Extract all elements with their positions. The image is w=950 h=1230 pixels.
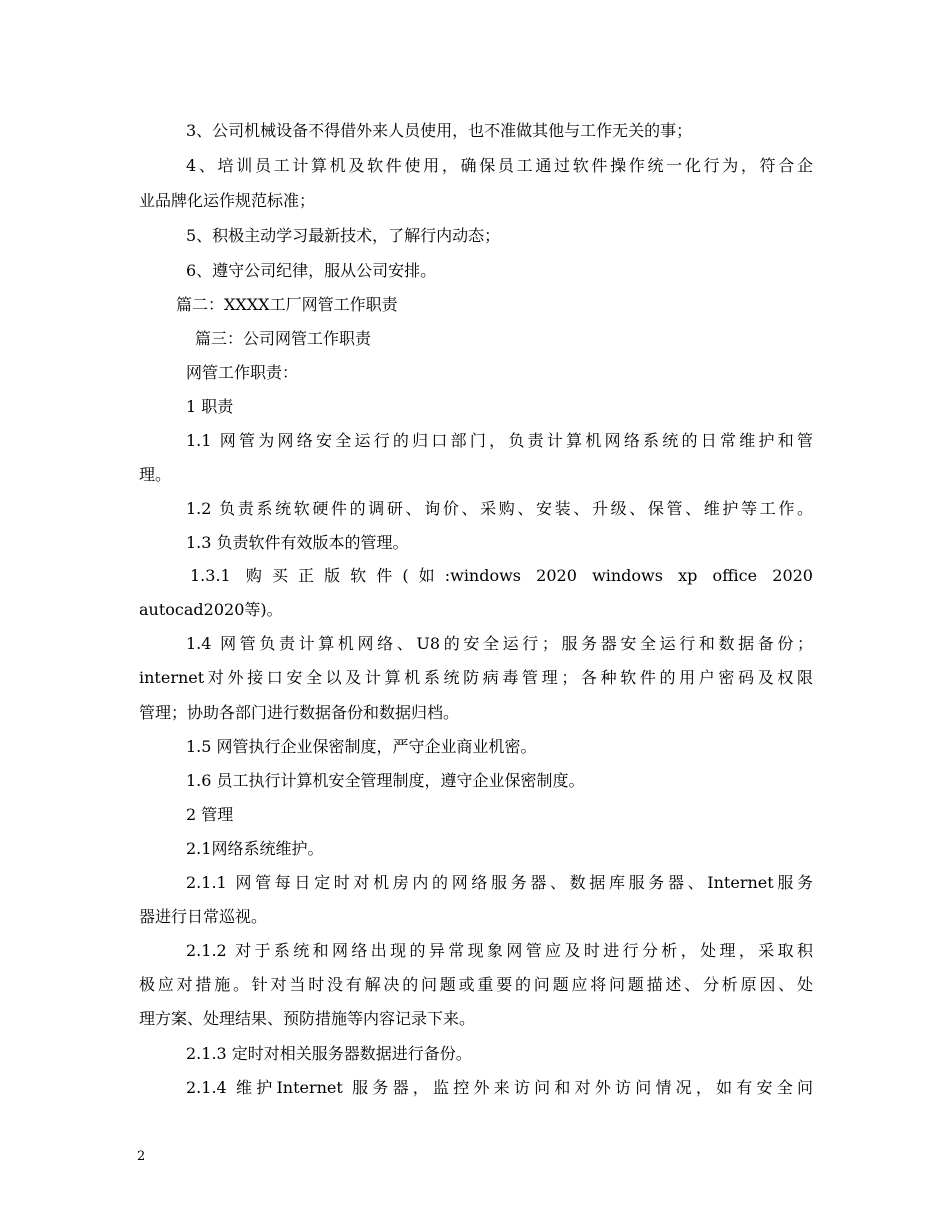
paragraph-line: 1.2 负责系统软硬件的调研、询价、采购、安装、升级、保管、维护等工作。 xyxy=(186,499,813,518)
paragraph-line: 4、培训员工计算机及软件使用，确保员工通过软件操作统一化行为，符合企 xyxy=(186,156,813,175)
paragraph-line: 1.3 负责软件有效版本的管理。 xyxy=(186,533,409,552)
paragraph-line: 1.6 员工执行计算机安全管理制度，遵守企业保密制度。 xyxy=(186,771,585,790)
heading-line: 1 职责 xyxy=(186,397,234,416)
page-number: 2 xyxy=(137,1149,146,1164)
paragraph-line: 理方案、处理结果、预防措施等内容记录下来。 xyxy=(139,1009,476,1028)
section-heading: 篇三：公司网管工作职责 xyxy=(195,329,372,348)
paragraph-line: 管理；协助各部门进行数据备份和数据归档。 xyxy=(139,703,460,722)
paragraph-line: 1.5 网管执行企业保密制度，严守企业商业机密。 xyxy=(186,737,537,756)
paragraph-line: 理。 xyxy=(139,465,172,484)
paragraph-line: 极应对措施。针对当时没有解决的问题或重要的问题应将问题描述、分析原因、处 xyxy=(139,975,813,994)
paragraph-line: autocad2020等)。 xyxy=(139,600,283,619)
paragraph-line: 业品牌化运作规范标准； xyxy=(139,191,316,210)
paragraph-line: 2.1网络系统维护。 xyxy=(186,839,324,858)
paragraph-line: 1.1 网管为网络安全运行的归口部门，负责计算机网络系统的日常维护和管 xyxy=(186,431,813,450)
paragraph-line: 1.4 网管负责计算机网络、U8的安全运行；服务器安全运行和数据备份； xyxy=(186,634,813,653)
paragraph-line: 2.1.2 对于系统和网络出现的异常现象网管应及时进行分析，处理，采取积 xyxy=(186,941,813,960)
paragraph-line: 2.1.1 网管每日定时对机房内的网络服务器、数据库服务器、Internet服务 xyxy=(186,873,813,892)
paragraph-line: 6、遵守公司纪律，服从公司安排。 xyxy=(186,261,437,280)
paragraph-line: 3、公司机械设备不得借外来人员使用，也不准做其他与工作无关的事； xyxy=(186,121,693,140)
paragraph-line: 5、积极主动学习最新技术，了解行内动态； xyxy=(186,226,501,245)
paragraph-line: 网管工作职责： xyxy=(186,363,299,382)
section-heading: 篇二：XXXX工厂网管工作职责 xyxy=(176,295,398,314)
paragraph-line: internet对外接口安全以及计算机系统防病毒管理；各种软件的用户密码及权限 xyxy=(139,668,813,687)
paragraph-line: 2.1.4 维护Internet 服务器，监控外来访问和对外访问情况，如有安全问 xyxy=(186,1078,813,1097)
paragraph-line: 2.1.3 定时对相关服务器数据进行备份。 xyxy=(186,1044,472,1063)
heading-line: 2 管理 xyxy=(186,805,234,824)
paragraph-line: 1.3.1 购买正版软件(如:windows 2020 windows xp office 2020 xyxy=(190,566,813,585)
paragraph-line: 器进行日常巡视。 xyxy=(139,907,268,926)
